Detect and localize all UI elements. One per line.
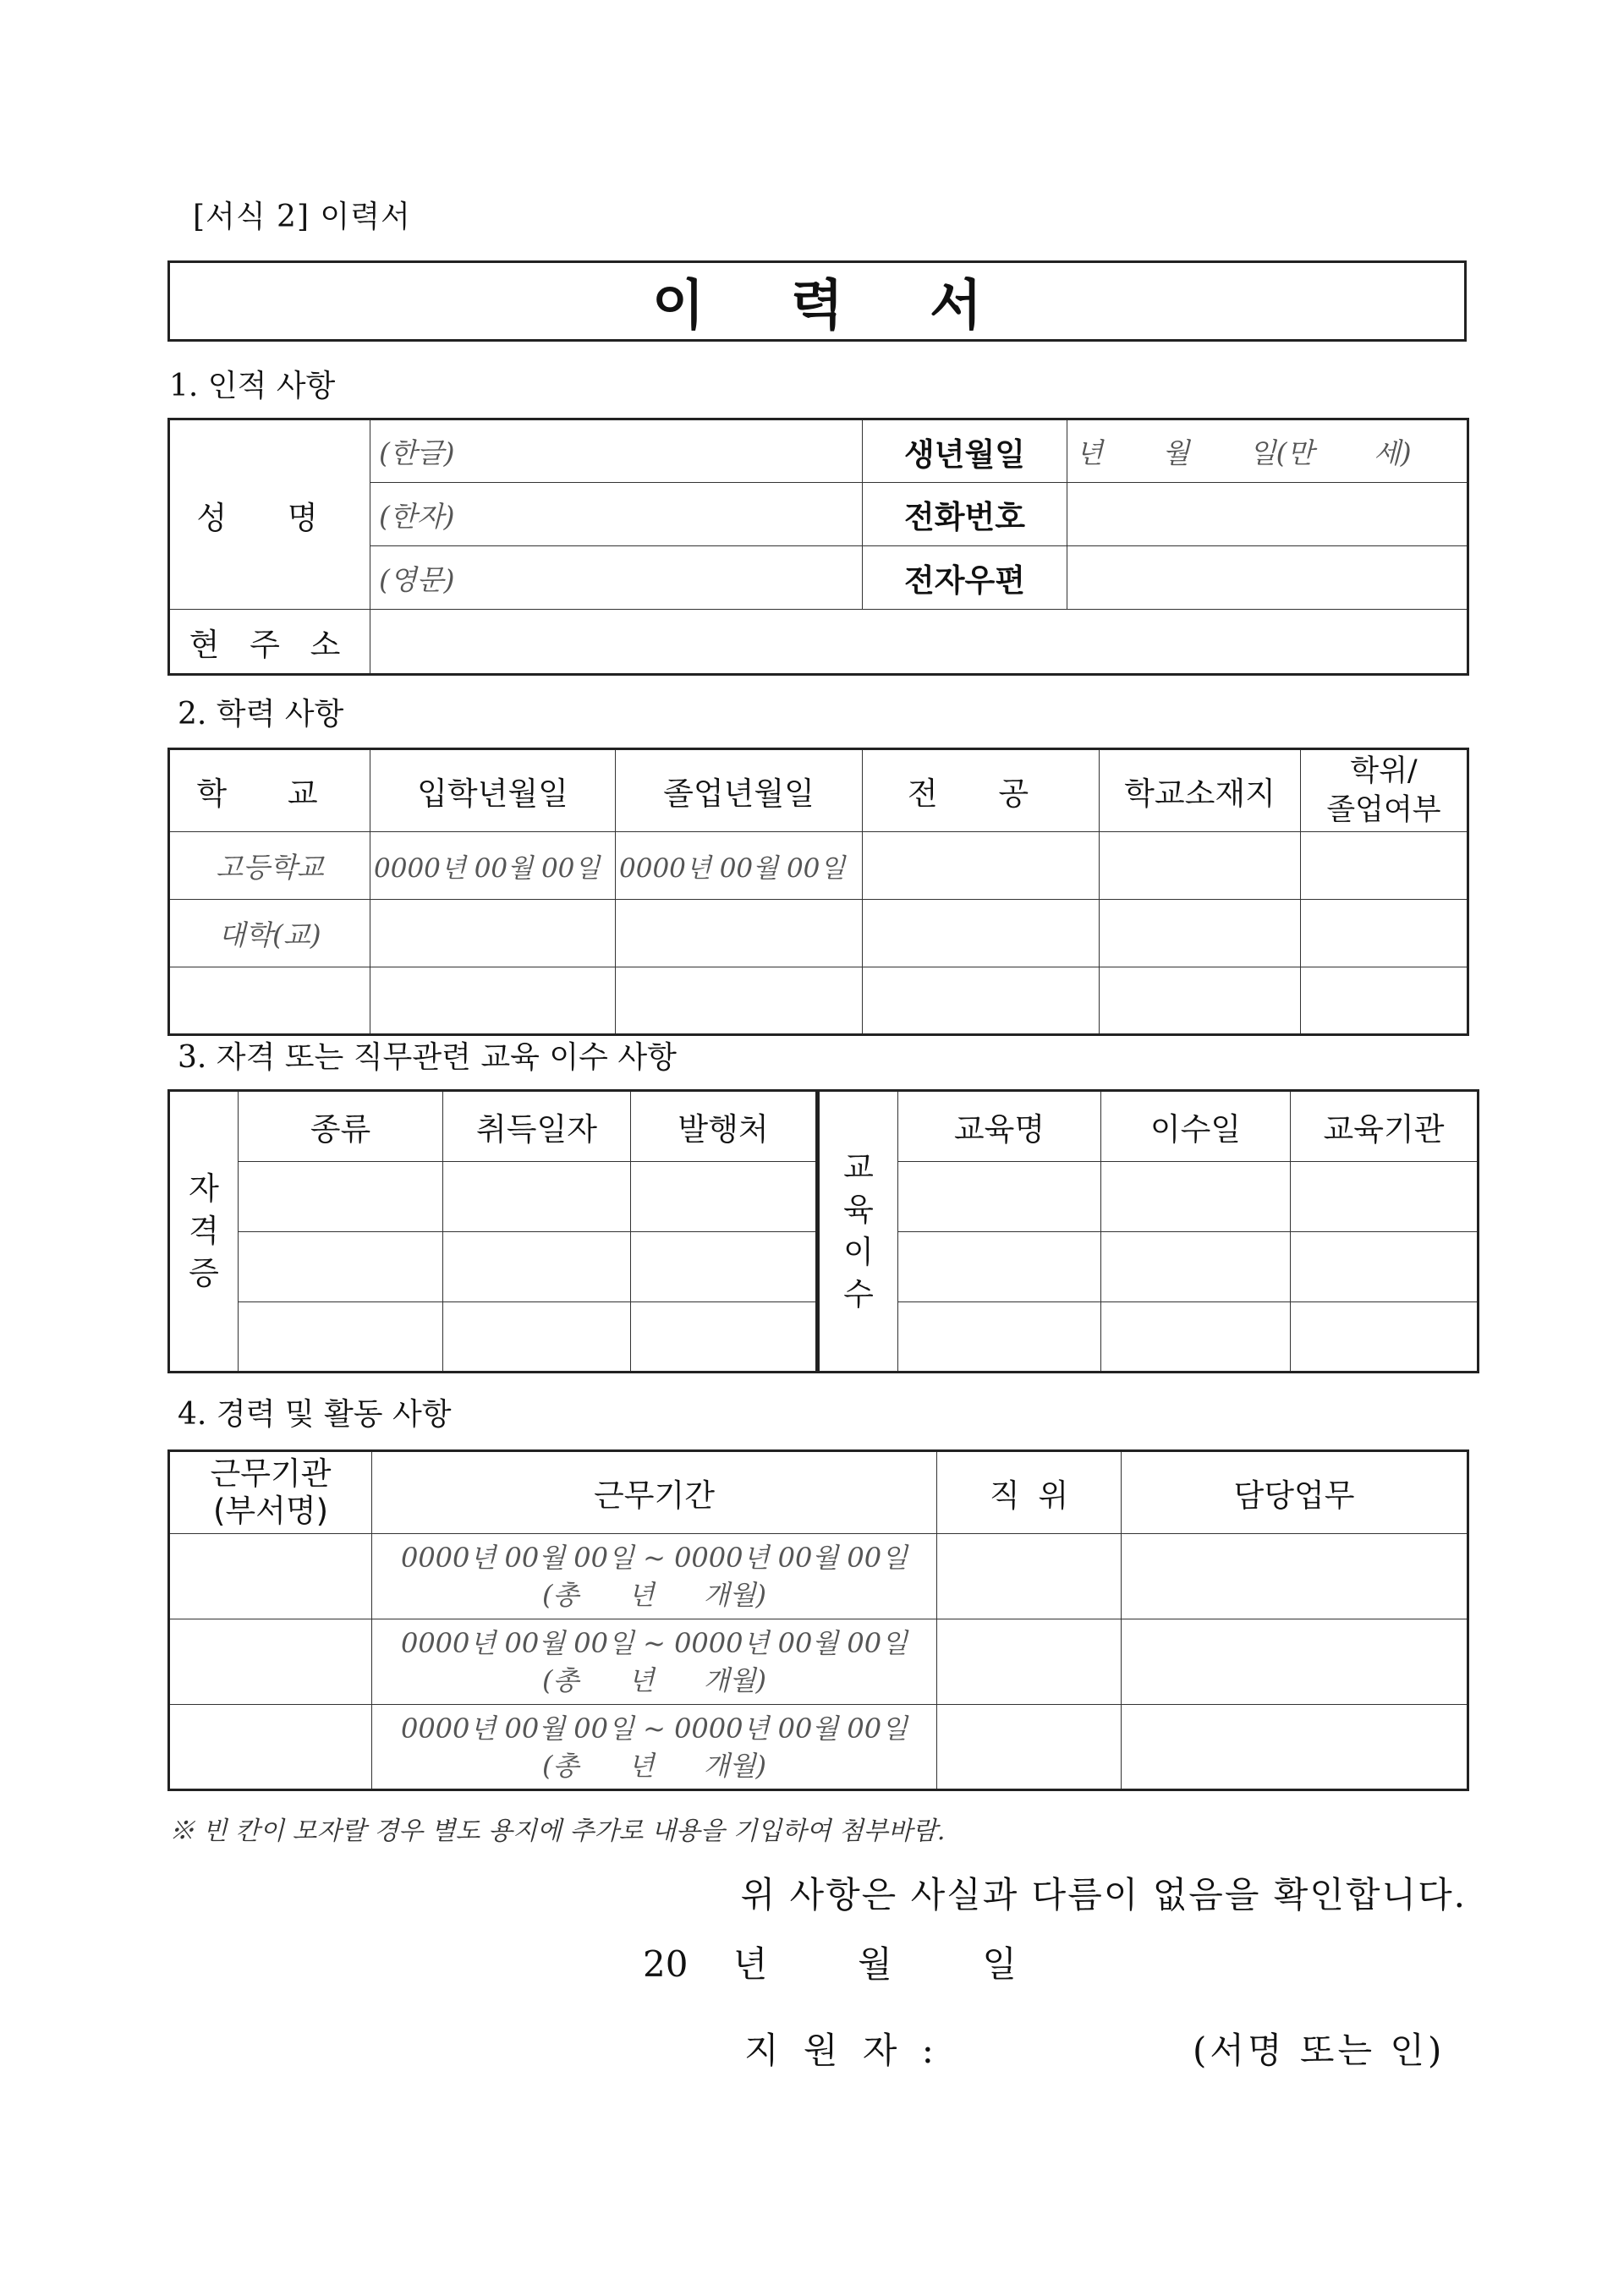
cert-cell-issuer[interactable] xyxy=(631,1162,817,1232)
edu-cell-major[interactable] xyxy=(863,900,1100,967)
section-career-heading: 4. 경력 및 활동 사항 xyxy=(178,1397,452,1432)
birth-field[interactable]: 년 월 일(만 세) xyxy=(1067,419,1468,483)
email-label: 전자우편 xyxy=(863,546,1067,610)
form-label: [서식 2] 이력서 xyxy=(193,200,411,234)
career-period-total: (총 년 개월) xyxy=(542,1579,766,1611)
section-education-heading: 2. 학력 사항 xyxy=(178,697,344,732)
train-cell-date[interactable] xyxy=(1101,1302,1291,1373)
career-period-total: (총 년 개월) xyxy=(542,1664,766,1696)
career-period-total: (총 년 개월) xyxy=(542,1749,766,1782)
edu-cell-graduation[interactable]: 0000년 00월 00일 xyxy=(616,832,863,900)
birth-label: 생년월일 xyxy=(863,419,1067,483)
personal-info-table xyxy=(167,418,1469,676)
table-row xyxy=(169,1534,1468,1619)
table-row xyxy=(169,1302,817,1373)
edu-header-school: 학 교 xyxy=(169,749,370,832)
cert-cell-issuer[interactable] xyxy=(631,1232,817,1302)
table-row xyxy=(169,900,1468,967)
certificate-table xyxy=(167,1089,818,1373)
edu-cell-degree[interactable] xyxy=(1301,967,1468,1035)
footnote: ※ 빈 칸이 모자랄 경우 별도 용지에 추가로 내용을 기입하여 첨부바람. xyxy=(169,1817,946,1846)
table-row xyxy=(819,1232,1479,1302)
edu-header-major: 전 공 xyxy=(863,749,1100,832)
cert-cell-date[interactable] xyxy=(443,1302,631,1373)
career-cell-position[interactable] xyxy=(937,1619,1122,1705)
edu-header-graduation: 졸업년월일 xyxy=(616,749,863,832)
edu-cell-degree[interactable] xyxy=(1301,832,1468,900)
train-cell-institution[interactable] xyxy=(1291,1302,1479,1373)
edu-header-location: 학교소재지 xyxy=(1100,749,1301,832)
edu-cell-major[interactable] xyxy=(863,832,1100,900)
cert-header-type: 종류 xyxy=(239,1091,443,1162)
cert-cell-type[interactable] xyxy=(239,1232,443,1302)
cert-cell-type[interactable] xyxy=(239,1302,443,1373)
name-english-field[interactable]: (영문) xyxy=(370,546,863,610)
career-period-range: 0000년 00월 00일 ~ 0000년 00월 00일 xyxy=(400,1627,908,1659)
train-cell-name[interactable] xyxy=(898,1302,1101,1373)
cert-cell-date[interactable] xyxy=(443,1232,631,1302)
table-row xyxy=(169,1705,1468,1790)
phone-field[interactable] xyxy=(1067,483,1468,546)
career-cell-period[interactable] xyxy=(372,1619,937,1705)
document-title-box xyxy=(167,260,1467,342)
cert-header-issuer: 발행처 xyxy=(631,1091,817,1162)
applicant-label: 지 원 자 : xyxy=(744,2030,941,2071)
table-row xyxy=(169,967,1468,1035)
career-table xyxy=(167,1449,1469,1791)
name-korean-field[interactable]: (한글) xyxy=(370,419,863,483)
section-qualification-heading: 3. 자격 또는 직무관련 교육 이수 사항 xyxy=(178,1040,677,1075)
edu-cell-entry[interactable] xyxy=(370,900,616,967)
date-line xyxy=(643,1937,1017,1987)
confirmation-statement: 위 사항은 사실과 다름이 없음을 확인합니다. xyxy=(740,1874,1467,1915)
edu-cell-entry[interactable]: 0000년 00월 00일 xyxy=(370,832,616,900)
train-cell-date[interactable] xyxy=(1101,1162,1291,1232)
career-period-range: 0000년 00월 00일 ~ 0000년 00월 00일 xyxy=(400,1542,908,1574)
training-side-label: 교육이수 xyxy=(819,1091,898,1373)
date-year: 20 년 xyxy=(643,1943,768,1985)
edu-cell-graduation[interactable] xyxy=(616,900,863,967)
cert-cell-date[interactable] xyxy=(443,1162,631,1232)
table-row xyxy=(169,1619,1468,1705)
document-title: 이 력 서 xyxy=(651,275,1017,337)
edu-cell-location[interactable] xyxy=(1100,967,1301,1035)
edu-cell-school[interactable] xyxy=(169,967,370,1035)
career-cell-org[interactable] xyxy=(169,1534,372,1619)
training-table xyxy=(817,1089,1479,1373)
date-day: 일 xyxy=(982,1943,1017,1985)
career-cell-org[interactable] xyxy=(169,1619,372,1705)
cert-header-date: 취득일자 xyxy=(443,1091,631,1162)
certificate-side-label: 자격증 xyxy=(169,1091,239,1373)
education-table xyxy=(167,748,1469,1036)
train-header-date: 이수일 xyxy=(1101,1091,1291,1162)
address-label: 현 주 소 xyxy=(169,610,370,675)
train-cell-institution[interactable] xyxy=(1291,1162,1479,1232)
edu-cell-location[interactable] xyxy=(1100,900,1301,967)
table-row xyxy=(819,1162,1479,1232)
edu-cell-school[interactable]: 대학(교) xyxy=(169,900,370,967)
edu-header-entry: 입학년월일 xyxy=(370,749,616,832)
career-cell-duty[interactable] xyxy=(1122,1705,1468,1790)
career-period-range: 0000년 00월 00일 ~ 0000년 00월 00일 xyxy=(400,1712,908,1745)
career-cell-org[interactable] xyxy=(169,1705,372,1790)
signature-label: (서명 또는 인) xyxy=(1193,2030,1446,2071)
train-header-institution: 교육기관 xyxy=(1291,1091,1479,1162)
table-row xyxy=(169,832,1468,900)
career-header-period: 근무기간 xyxy=(372,1451,937,1534)
edu-cell-entry[interactable] xyxy=(370,967,616,1035)
career-cell-duty[interactable] xyxy=(1122,1534,1468,1619)
section-personal-heading: 1. 인적 사항 xyxy=(169,369,336,403)
train-cell-name[interactable] xyxy=(898,1232,1101,1302)
train-cell-name[interactable] xyxy=(898,1162,1101,1232)
date-month: 월 xyxy=(858,1943,892,1985)
email-field[interactable] xyxy=(1067,546,1468,610)
career-cell-period[interactable] xyxy=(372,1534,937,1619)
edu-cell-degree[interactable] xyxy=(1301,900,1468,967)
name-hanja-field[interactable]: (한자) xyxy=(370,483,863,546)
career-cell-position[interactable] xyxy=(937,1534,1122,1619)
cert-cell-issuer[interactable] xyxy=(631,1302,817,1373)
edu-cell-location[interactable] xyxy=(1100,832,1301,900)
edu-cell-graduation[interactable] xyxy=(616,967,863,1035)
phone-label: 전화번호 xyxy=(863,483,1067,546)
career-cell-period[interactable] xyxy=(372,1705,937,1790)
cert-cell-type[interactable] xyxy=(239,1162,443,1232)
career-cell-position[interactable] xyxy=(937,1705,1122,1790)
train-cell-date[interactable] xyxy=(1101,1232,1291,1302)
address-field[interactable] xyxy=(370,610,1468,675)
table-row xyxy=(169,1232,817,1302)
career-cell-duty[interactable] xyxy=(1122,1619,1468,1705)
train-header-name: 교육명 xyxy=(898,1091,1101,1162)
train-cell-institution[interactable] xyxy=(1291,1232,1479,1302)
name-label-cell: 성 명 xyxy=(169,419,370,610)
table-row xyxy=(819,1302,1479,1373)
career-header-org: 근무기관 (부서명) xyxy=(169,1451,372,1534)
edu-cell-major[interactable] xyxy=(863,967,1100,1035)
career-header-duty: 담당업무 xyxy=(1122,1451,1468,1534)
career-header-position: 직 위 xyxy=(937,1451,1122,1534)
edu-header-degree: 학위/ 졸업여부 xyxy=(1301,749,1468,832)
table-row xyxy=(169,1162,817,1232)
edu-cell-school[interactable]: 고등학교 xyxy=(169,832,370,900)
